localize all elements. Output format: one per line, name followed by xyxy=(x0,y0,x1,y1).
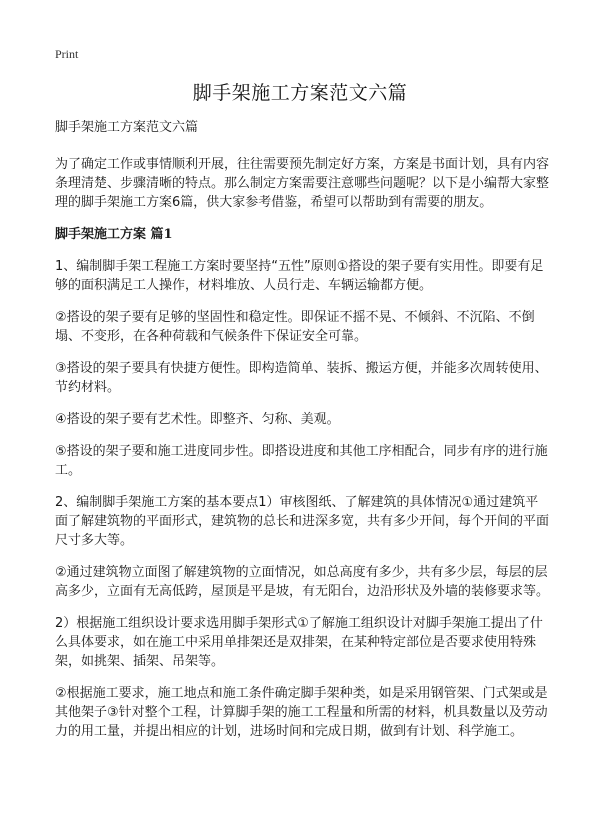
body-paragraph: 1、编制脚手架工程施工方案时要坚持“五性”原则①搭设的架子要有实用性。即要有足够的面积满足工人操作，材料堆放、人员行走、车辆运输都方便。 xyxy=(55,259,544,293)
body-paragraph: ④搭设的架子要有艺术性。即整齐、匀称、美观。 xyxy=(55,412,340,427)
page-title: 脚手架施工方案范文六篇 xyxy=(192,82,408,104)
article-body xyxy=(55,118,550,754)
intro-paragraph: 为了确定工作或事情顺利开展，往往需要预先制定好方案，方案是书面计划，具有内容条理清楚、步骤清晰的特点。那么制定方案需要注意哪些问题呢？以下是小编帮大家整理的脚手架施工方案6篇，供大家参考借鉴，希望可以帮助到有需要的朋友。 xyxy=(55,157,550,210)
body-paragraph: 2、编制脚手架施工方案的基本要点1）审核图纸、了解建筑的具体情况①通过建筑平面了解建筑物的平面形式，建筑物的总长和进深多宽，共有多少开间，每个开间的平面尺寸多大等。 xyxy=(55,495,550,548)
body-paragraph: 2）根据施工组织设计要求选用脚手架形式①了解施工组织设计对脚手架施工提出了什么具体要求，如在施工中采用单排架还是双排架，在某种特定部位是否要求使用特殊架，如挑架、插架、吊架等。 xyxy=(55,616,543,669)
body-paragraph: ⑤搭设的架子要和施工进度同步性。即搭设进度和其他工序相配合，同步有序的进行施工。 xyxy=(55,444,548,478)
section-heading: 脚手架施工方案 篇1 xyxy=(55,227,173,242)
article-subtitle: 脚手架施工方案范文六篇 xyxy=(55,120,199,135)
body-paragraph: ②搭设的架子要有足够的坚固性和稳定性。即保证不摇不晃、不倾斜、不沉陷、不倒塌、不变形，在各种荷载和气候条件下保证安全可靠。 xyxy=(55,310,535,344)
body-paragraph: ③搭设的架子要具有快捷方便性。即构造简单、装拆、搬运方便，并能多次周转使用、节约材料。 xyxy=(55,361,548,395)
print-link[interactable]: Print xyxy=(55,47,79,61)
body-paragraph: ②根据施工要求，施工地点和施工条件确定脚手架种类，如是采用钢管架、门式架或是其他架子③针对整个工程，计算脚手架的施工工程量和所需的材料，机具数量以及劳动力的用工量，并提出相应的计划，进场时间和完成日期，做到有计划、科学施工。 xyxy=(55,686,548,739)
body-paragraph: ②通过建筑物立面图了解建筑物的立面情况，如总高度有多少，共有多少层，每层的层高多少，立面有无高低跨，屋顶是平是坡，有无阳台，边沿形状及外墙的装修要求等。 xyxy=(55,565,550,599)
